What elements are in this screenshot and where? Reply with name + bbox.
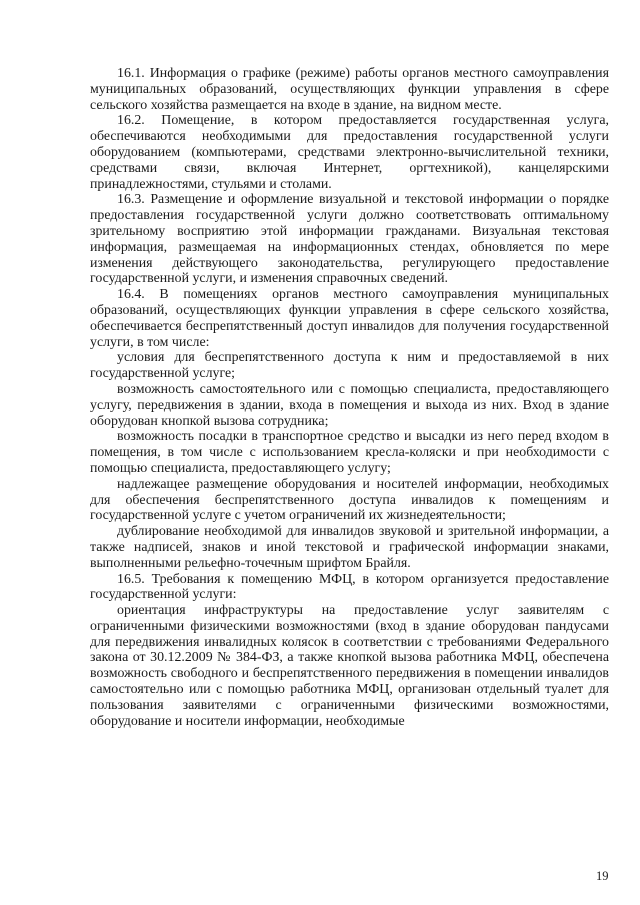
paragraph-16-1: 16.1. Информация о графике (режиме) работы органов местного самоуправления муниципальных образований, осуществляющих функции управления в сфере сельского хозяйства размещается на входе в здание, на видном месте. (90, 66, 609, 113)
document-page (90, 66, 609, 729)
paragraph-16-3: 16.3. Размещение и оформление визуальной и текстовой информации о порядке предоставления государственной услуги должно соответствовать оптимальному зрительному восприятию этой информации гражданами. Визуальная текстовая информация, размещаемая на информационных стендах, обновляется по мере изменения действующего законодательства, регулирующего предоставление государственной услуги, и изменения справочных сведений. (90, 192, 609, 287)
paragraph-16-2: 16.2. Помещение, в котором предоставляется государственная услуга, обеспечиваются необходимыми для предоставления государственной услуги оборудованием (компьютерами, средствами электронно-вычислительной техники, средствами связи, включая Интернет, оргтехникой), канцелярскими принадлежностями, стульями и столами. (90, 113, 609, 192)
paragraph-16-4: 16.4. В помещениях органов местного самоуправления муниципальных образований, осуществляющих функции управления в сфере сельского хозяйства, обеспечивается беспрепятственный доступ инвалидов для получения государственной услуги, в том числе: (90, 287, 609, 350)
list-item-independent-movement: возможность самостоятельного или с помощью специалиста, предоставляющего услугу, передвижения в здании, входа в помещения и выхода из них. Вход в здание оборудован кнопкой вызова сотрудника; (90, 381, 609, 429)
list-item-transport-boarding: возможность посадки в транспортное средство и высадки из него перед входом в помещения, в том числе с использованием кресла-коляски и при необходимости с помощью специалиста, предоставляющего услугу; (90, 429, 609, 476)
list-item-braille-duplication: дублирование необходимой для инвалидов звуковой и зрительной информации, а также надписей, знаков и иной текстовой и графической информации знаками, выполненными рельефно-точечным шрифтом Брайля. (90, 524, 609, 571)
list-item-equipment-placement: надлежащее размещение оборудования и носителей информации, необходимых для обеспечения беспрепятственного доступа инвалидов к помещениям и государственной услуге с учетом ограничений их жизнедеятельности; (90, 476, 609, 524)
list-item-infrastructure-orientation: ориентация инфраструктуры на предоставление услуг заявителям с ограниченными физическими возможностями (вход в здание оборудован пандусами для передвижения инвалидных колясок в соответствии с требованиями Федерального закона от 30.12.2009 № 384-ФЗ, а также кнопкой вызова работника МФЦ, обеспечена возможность свободного и беспрепятственного передвижения в помещении инвалидов самостоятельно или с помощью работника МФЦ, организован отдельный туалет для пользования заявителями с ограниченными физическими возможностями, оборудование и носители информации, необходимые (90, 603, 609, 729)
page-number: 19 (596, 869, 609, 883)
paragraph-16-5: 16.5. Требования к помещению МФЦ, в котором организуется предоставление государственной услуги: (90, 571, 609, 603)
list-item-access-conditions: условия для беспрепятственного доступа к ним и предоставляемой в них государственной услуге; (90, 350, 609, 382)
